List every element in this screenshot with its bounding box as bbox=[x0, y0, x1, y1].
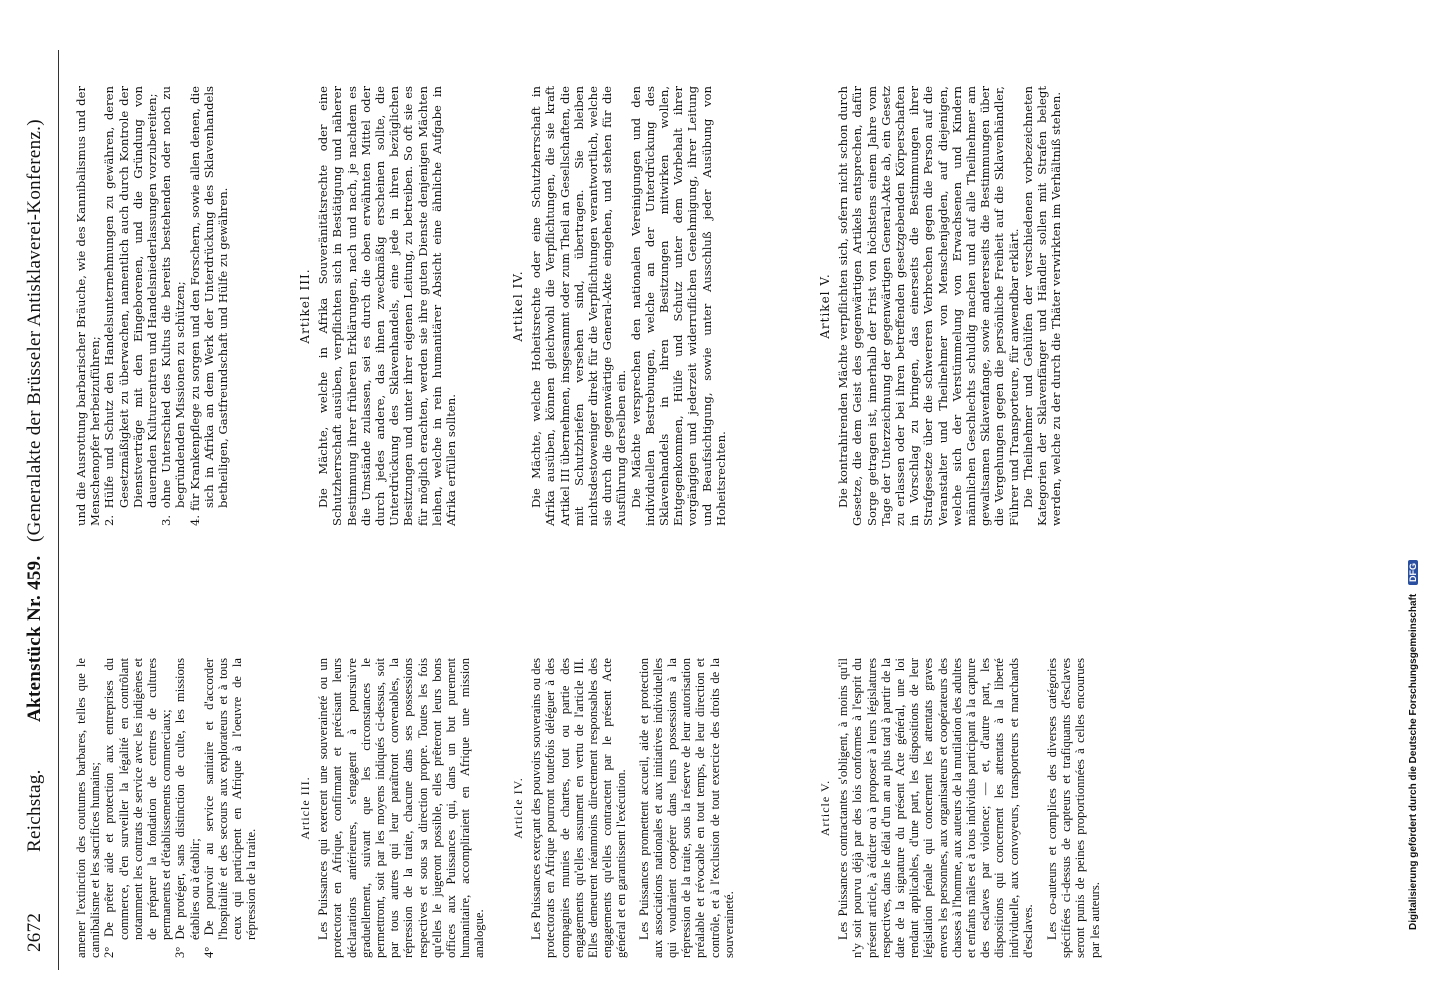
article-heading: Article III. bbox=[298, 776, 312, 840]
fr-list-item: 3° De protéger, sans distinction de culte, les missions établies ou à établir; bbox=[173, 658, 202, 958]
article-heading: Article V. bbox=[818, 779, 832, 837]
french-column bbox=[292, 658, 487, 958]
header-divider bbox=[58, 50, 59, 970]
reichstag-label: Reichstag. bbox=[24, 769, 45, 852]
de-list-item: 2. Hülfe und Schutz den Handelsunternehmungen zu gewähren, deren Gesetzmäßigkeit zu überwachen, namentlich auch durch Kontrole der Dienstverträge mit den Eingeborenen, und die Gründung von dauernden Kulturcentren und Handelsniederlassungen vorzubereiten; bbox=[102, 86, 160, 526]
french-column bbox=[74, 658, 259, 958]
fr-paragraph: amener l'extinction des coutumes barbares, telles que le cannibalisme et les sacrifices humains; bbox=[74, 658, 103, 958]
de-list-item: 4. für Krankenpflege zu sorgen und den Forschern, sowie allen denen, die sich in Afrika an dem Werk der Unterdrückung des Sklavenhandels betheiligen, Gastfreundschaft und Hülfe zu gewähren. bbox=[187, 86, 231, 526]
german-column bbox=[292, 86, 458, 526]
french-column bbox=[505, 658, 736, 958]
fr-paragraph: Les Puissances contractantes s'obligent, à moins qu'il n'y soit pourvu déjà par des lois conformes à l'esprit du présent article, à édicter ou à proposer à leurs législatures respectives, dans le délai d'un an au plus tard à partir de la date de la signature du présent Acte général, une loi rendant applicables, d'une part, les dispositions de leur législation pénale qui concernent les attentats graves envers les personnes, aux organisateurs et coopérateurs des chasses à l'homme, aux auteurs de la mutilation des adultes et enfants mâles et à tous individus participant à la capture des esclaves par violence; — et, d'autre part, les dispositions qui concernent les attentats à la liberté individuelle, aux convoyeurs, transporteurs et marchands d'esclaves. bbox=[836, 658, 1035, 958]
page-number: 2672 bbox=[24, 912, 45, 952]
fr-paragraph: Les Puissances promettent accueil, aide et protection aux associations nationales et aux initiatives individuelles qui voudraient coopérer dans leurs possessions à la répression de la traite, sous la réserve de leur autorisation préalable et révocable en tout temps, de leur direction et contrôle, et à l'exclusion de tout exercice des droits de la souveraineté. bbox=[636, 658, 736, 958]
french-column bbox=[812, 658, 1102, 958]
article-heading: Article IV. bbox=[511, 777, 525, 839]
german-column bbox=[74, 86, 230, 526]
article-5 bbox=[812, 38, 1262, 958]
de-paragraph: Die Mächte, welche Hoheitsrechte oder eine Schutzherrschaft in Afrika ausüben, können gleichwohl die Verpflichtungen, die sie kraft Artikel III übernehmen, insgesammt oder zum Theil an Gesellschaften, die mit Schutzbriefen versehen sind, übertragen. Sie bleiben nichtsdestoweniger direkt für die Verpflichtungen verantwortlich, welche sie durch die gegenwärtige General-Akte eingehen, und stehen für die Ausführung derselben ein. bbox=[529, 86, 629, 526]
de-paragraph: Die Theilnehmer und Gehülfen der verschiedenen vorbezeichneten Kategorien der Sklavenfänger und Händler sollen mit Strafen belegt werden, welche zu der durch die Thäter verwirkten im Verhältniß stehen. bbox=[1020, 86, 1064, 526]
conference-title: (Generalakte der Brüsseler Antisklaverei-Konferenz.) bbox=[24, 119, 45, 542]
article-2-continuation bbox=[74, 38, 289, 958]
de-list-item: 3. ohne Unterschied des Kultus die bereits bestehenden oder noch zu begründenden Missionen zu schützen; bbox=[159, 86, 188, 526]
de-paragraph: Die Mächte, welche in Afrika Souveränitätsrechte oder eine Schutzherrschaft ausüben, verpflichten sich in Bestätigung und näherer Bestimmung ihrer früheren Erklärungen, nach und nach, je nachdem es die Umstände zulassen, sei es durch die oben erwähnten Mittel oder durch jedes andere, das ihnen zweckmäßig erscheinen sollte, die Unterdrückung des Sklavenhandels, eine jede in ihren bezüglichen Besitzungen und unter ihrer eigenen Leitung, zu betreiben. So oft sie es für möglich erachten, werden sie ihre guten Dienste denjenigen Mächten leihen, welche in rein humanitärer Absicht eine ähnliche Aufgabe in Afrika erfüllen sollten. bbox=[316, 86, 459, 526]
article-4 bbox=[505, 38, 805, 958]
article-heading: Artikel IV. bbox=[511, 270, 525, 342]
german-column bbox=[812, 86, 1063, 526]
de-paragraph: Die Mächte versprechen den nationalen Vereinigungen und den individuellen Bestrebungen, welche an der Unterdrückung des Sklavenhandels in ihren Besitzungen mitwirken wollen, Entgegenkommen, Hülfe und Schutz unter dem Vorbehalt ihrer vorgängigen und jederzeit widerruflichen Genehmigung, ihrer Leitung und Beaufsichtigung, sowie unter Ausschluß jeder Ausübung von Hoheitsrechten. bbox=[628, 86, 728, 526]
de-paragraph: Die kontrahirenden Mächte verpflichten sich, sofern nicht schon durch Gesetze, die dem Geist des gegenwärtigen Artikels entsprechen, dafür Sorge getragen ist, innerhalb der Frist von höchstens einem Jahre vom Tage der Unterzeichnung der gegenwärtigen General-Akte ab, ein Gesetz zu erlassen oder bei ihren betreffenden gesetzgebenden Körperschaften in Vorschlag zu bringen, das einerseits die Bestimmungen ihrer Strafgesetze über die schwereren Verbrechen gegen die Person auf die Veranstalter und Theilnehmer von Menschenjagden, auf diejenigen, welche sich der Verstümmelung von Erwachsenen und Kindern männlichen Geschlechts schuldig machen und auf alle Theilnehmer am gewaltsamen Sklavenfange, sowie andererseits die Bestimmungen über die Vergehungen gegen die persönliche Freiheit auf die Sklavenhändler, Führer und Transporteure, für anwendbar erklärt. bbox=[836, 86, 1021, 526]
fr-paragraph: Les co-auteurs et complices des diverses catégories spécifiées ci-dessus de capteurs et trafiquants d'esclaves seront punis de peines proportionnées à celles encourues par les auteurs. bbox=[1045, 658, 1102, 958]
article-heading: Artikel V. bbox=[818, 273, 832, 339]
article-3 bbox=[292, 38, 502, 958]
credit-text: Digitalisierung gefördert durch die Deutsche Forschungsgemeinschaft bbox=[1408, 593, 1419, 930]
fr-list-item: 2° De prêter aide et protection aux entreprises du commerce, d'en surveiller la légalité en contrôlant notamment les contrats de service avec les indigènes et de préparer la fondation de centres de cultures permanents et d'établissements commerciaux; bbox=[102, 658, 174, 958]
dfg-logo: DFG bbox=[1408, 560, 1418, 585]
fr-paragraph: Les Puissances qui exercent une souveraineté ou un protectorat en Afrique, confirmant et précisant leurs déclarations antérieures, s'engagent à poursuivre graduellement, suivant que les circonstances le permettront, soit par les moyens indiqués ci-dessus, soit par tous autres qui leur paraîtront convenables, la répression de la traite, chacune dans ses possessions respectives et sous sa direction propre. Toutes les fois qu'elles le jugeront possible, elles prêteront leurs bons offices aux Puissances qui, dans un but purement humanitaire, accompliraient en Afrique une mission analogue. bbox=[316, 658, 487, 958]
digitization-credit bbox=[1408, 370, 1419, 930]
fr-list-item: 4° De pourvoir au service sanitaire et d'accorder l'hospitalité et des secours aux explorateurs et à tous ceux qui participent en Afrique à l'oeuvre de la répression de la traite. bbox=[201, 658, 259, 958]
article-heading: Artikel III. bbox=[298, 268, 312, 344]
document-number: Aktenstück Nr. 459. bbox=[24, 555, 45, 722]
de-paragraph: und die Ausrottung barbarischer Bräuche, wie des Kannibalismus und der Menschenopfer herbeizuführen; bbox=[74, 86, 103, 526]
fr-paragraph: Les Puissances exerçant des pouvoirs souverains ou des protectorats en Afrique pourront toutefois déléguer à des compagnies munies de chartes, tout ou partie des engagements qu'elles assument en vertu de l'article III. Elles demeurent néanmoins directement responsables des engagements qu'elles contractent par le présent Acte général et en garantissent l'exécution. bbox=[529, 658, 629, 958]
german-column bbox=[505, 86, 728, 526]
